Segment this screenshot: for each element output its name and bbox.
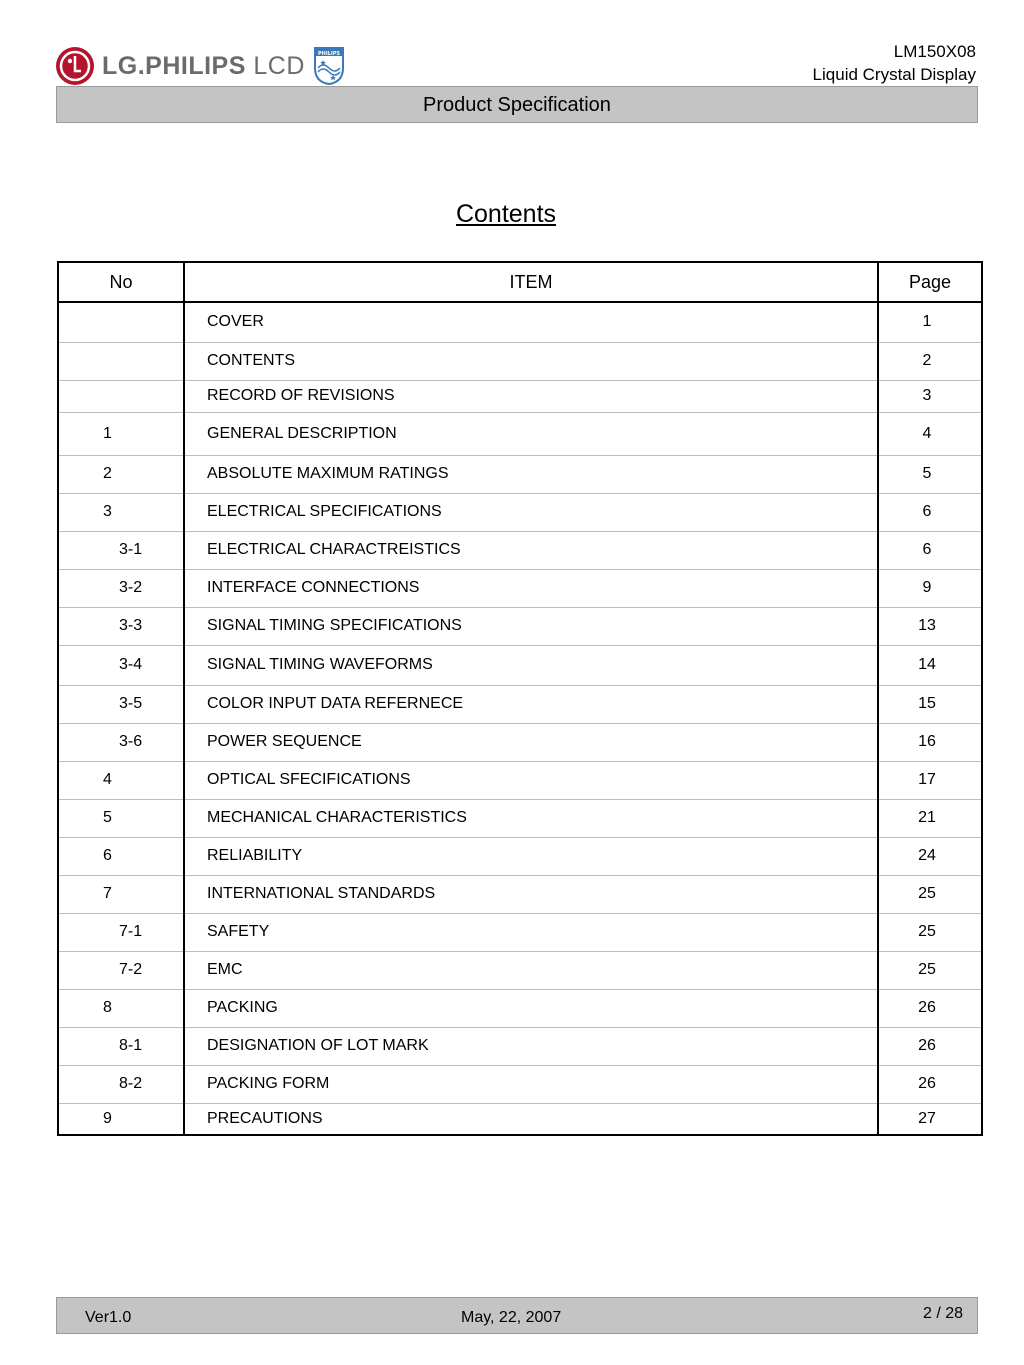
product-specification-bar: Product Specification: [56, 86, 978, 123]
table-row: [58, 875, 982, 913]
page-indicator: 2 / 28: [922, 1305, 963, 1322]
table-row: [58, 913, 982, 951]
row-page: 27: [878, 1103, 982, 1135]
contents-table: [57, 261, 983, 1136]
row-number: 3: [58, 493, 184, 531]
row-page: 4: [878, 412, 982, 455]
brand-main: LG.PHILIPS: [102, 52, 246, 80]
row-item: POWER SEQUENCE: [184, 723, 878, 761]
row-page: 13: [878, 607, 982, 645]
row-page: 5: [878, 455, 982, 493]
contents-title: Contents: [455, 200, 557, 228]
row-page: 2: [878, 342, 982, 380]
row-page: 14: [878, 645, 982, 685]
brand-name: [102, 47, 305, 85]
row-number: [58, 302, 184, 342]
philips-shield-icon: [313, 46, 345, 86]
table-row: [58, 607, 982, 645]
row-item: PACKING: [184, 989, 878, 1027]
row-number: 1: [58, 412, 184, 455]
row-item: SIGNAL TIMING SPECIFICATIONS: [184, 607, 878, 645]
row-item: EMC: [184, 951, 878, 989]
table-row: [58, 723, 982, 761]
table-row: [58, 412, 982, 455]
table-row: [58, 493, 982, 531]
table-row: [58, 302, 982, 342]
header-no: No: [58, 262, 184, 302]
table-row: [58, 569, 982, 607]
table-row: [58, 342, 982, 380]
row-page: 25: [878, 913, 982, 951]
row-item: INTERNATIONAL STANDARDS: [184, 875, 878, 913]
row-number: 9: [58, 1103, 184, 1135]
row-item: RECORD OF REVISIONS: [184, 380, 878, 412]
table-row: [58, 531, 982, 569]
row-number: 4: [58, 761, 184, 799]
row-page: 26: [878, 989, 982, 1027]
footer-bar: [56, 1297, 978, 1334]
row-page: 16: [878, 723, 982, 761]
document-id: [813, 40, 976, 86]
table-row: [58, 837, 982, 875]
row-number: 3-6: [58, 723, 184, 761]
row-page: 17: [878, 761, 982, 799]
row-page: 3: [878, 380, 982, 412]
row-item: RELIABILITY: [184, 837, 878, 875]
row-item: ELECTRICAL CHARACTREISTICS: [184, 531, 878, 569]
row-number: 3-5: [58, 685, 184, 723]
model-number: LM150X08: [893, 42, 976, 61]
brand-suffix: LCD: [253, 52, 305, 80]
table-row: [58, 1027, 982, 1065]
row-page: 1: [878, 302, 982, 342]
lg-face-icon: [56, 47, 94, 85]
lg-philips-logo: [56, 44, 345, 88]
row-number: 3-4: [58, 645, 184, 685]
row-item: OPTICAL SFECIFICATIONS: [184, 761, 878, 799]
version-label: Ver1.0: [85, 1309, 132, 1326]
row-item: GENERAL DESCRIPTION: [184, 412, 878, 455]
row-number: 3-3: [58, 607, 184, 645]
date-label: May, 22, 2007: [461, 1309, 562, 1326]
row-page: 25: [878, 875, 982, 913]
row-item: PACKING FORM: [184, 1065, 878, 1103]
header-item: ITEM: [184, 262, 878, 302]
table-row: [58, 989, 982, 1027]
row-number: 3-2: [58, 569, 184, 607]
shield-label: PHILIPS: [317, 51, 340, 57]
row-item: INTERFACE CONNECTIONS: [184, 569, 878, 607]
product-type: Liquid Crystal Display: [812, 65, 976, 84]
table-row: [58, 761, 982, 799]
row-item: DESIGNATION OF LOT MARK: [184, 1027, 878, 1065]
table-row: [58, 951, 982, 989]
row-number: [58, 380, 184, 412]
table-row: [58, 645, 982, 685]
row-number: 5: [58, 799, 184, 837]
table-row: [58, 685, 982, 723]
row-number: [58, 342, 184, 380]
row-number: 7-2: [58, 951, 184, 989]
header-page: Page: [878, 262, 982, 302]
row-page: 26: [878, 1065, 982, 1103]
row-number: 7-1: [58, 913, 184, 951]
row-item: CONTENTS: [184, 342, 878, 380]
row-page: 6: [878, 493, 982, 531]
row-item: ELECTRICAL SPECIFICATIONS: [184, 493, 878, 531]
row-item: ABSOLUTE MAXIMUM RATINGS: [184, 455, 878, 493]
row-page: 6: [878, 531, 982, 569]
row-item: SAFETY: [184, 913, 878, 951]
table-row: [58, 1103, 982, 1135]
table-row: [58, 799, 982, 837]
row-page: 24: [878, 837, 982, 875]
row-item: COVER: [184, 302, 878, 342]
row-number: 6: [58, 837, 184, 875]
row-number: 8-2: [58, 1065, 184, 1103]
row-page: 9: [878, 569, 982, 607]
table-row: [58, 455, 982, 493]
row-page: 21: [878, 799, 982, 837]
table-header-row: [58, 262, 982, 302]
row-page: 26: [878, 1027, 982, 1065]
row-number: 2: [58, 455, 184, 493]
row-item: COLOR INPUT DATA REFERNECE: [184, 685, 878, 723]
row-number: 3-1: [58, 531, 184, 569]
row-number: 8-1: [58, 1027, 184, 1065]
row-number: 7: [58, 875, 184, 913]
table-row: [58, 1065, 982, 1103]
row-page: 15: [878, 685, 982, 723]
row-number: 8: [58, 989, 184, 1027]
row-item: SIGNAL TIMING WAVEFORMS: [184, 645, 878, 685]
table-row: [58, 380, 982, 412]
row-item: MECHANICAL CHARACTERISTICS: [184, 799, 878, 837]
row-item: PRECAUTIONS: [184, 1103, 878, 1135]
table-body: [58, 302, 982, 1135]
row-page: 25: [878, 951, 982, 989]
